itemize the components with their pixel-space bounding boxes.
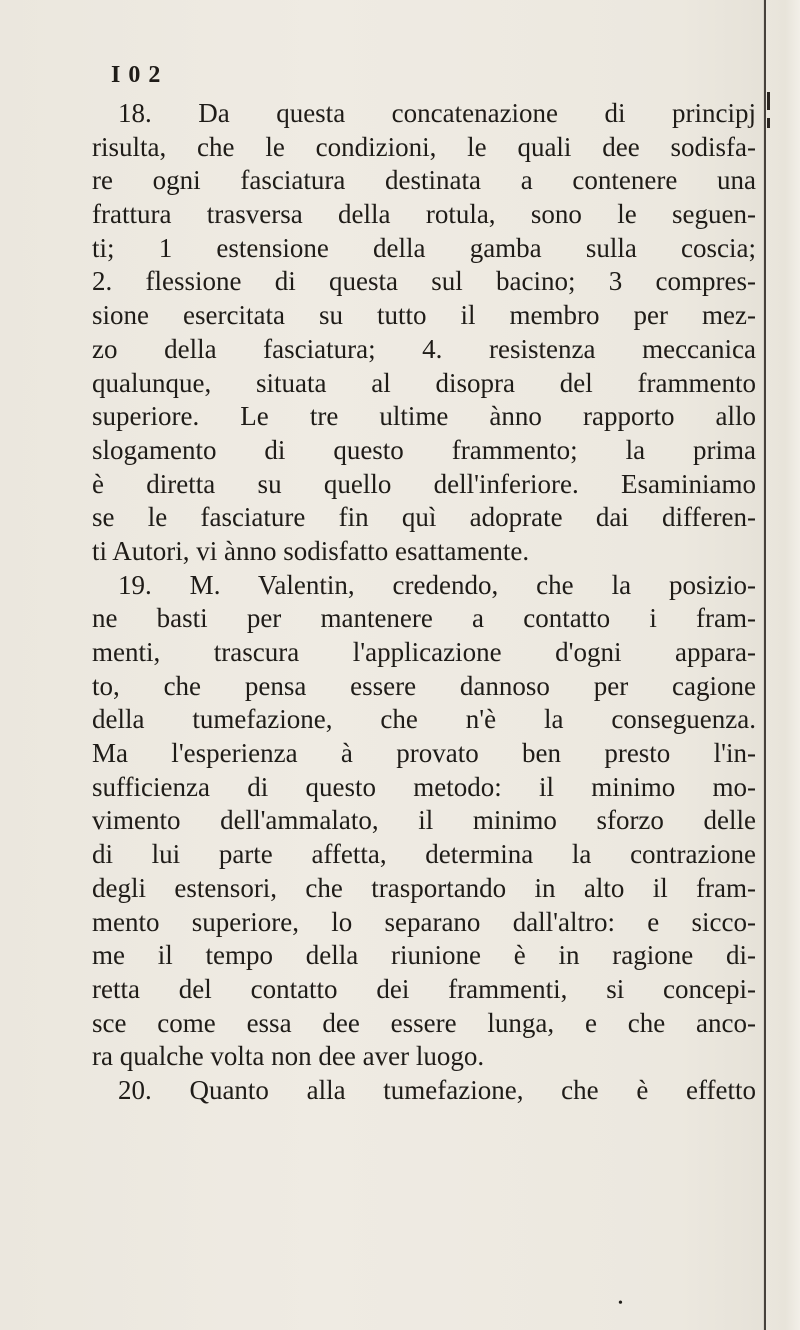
text-line: se le fasciature fin quì adoprate dai differen- [92,502,756,533]
text-line: to, che pensa essere dannoso per cagione [92,670,756,701]
page-number: I 0 2 [111,62,162,88]
text-line: 18. Da questa concatenazione di principj [118,98,756,128]
text-line: risulta, che le condizioni, le quali dee sodisfa- [92,131,756,162]
text-line: 19. M. Valentin, credendo, che la posizio- [118,569,756,600]
text-line: re ogni fasciatura destinata a contenere una [92,165,756,196]
edge-mark [767,92,770,110]
text-line: di lui parte affetta, determina la contrazione [92,839,756,870]
text-line: mento superiore, lo separano dall'altro: e sicco- [92,906,756,937]
text-line: 20. Quanto alla tumefazione, che è effetto [118,1074,756,1105]
page-binding-edge [763,0,800,1330]
text-line: qualunque, situata al disopra del frammento [92,367,756,398]
text-line: ra qualche volta non dee aver luogo. [92,1041,485,1072]
text-line: retta del contatto dei frammenti, si concepi- [92,973,756,1004]
text-line: sce come essa dee essere lunga, e che anco- [92,1007,756,1038]
body-text [92,97,756,1108]
text-line: frattura trasversa della rotula, sono le seguen- [92,199,756,230]
text-line: è diretta su quello dell'inferiore. Esaminiamo [92,468,756,499]
text-line: ti; 1 estensione della gamba sulla coscia; [92,232,756,263]
text-line: me il tempo della riunione è in ragione di- [92,940,756,971]
text-line: vimento dell'ammalato, il minimo sforzo delle [92,805,756,836]
text-line: della tumefazione, che n'è la conseguenza. [92,704,756,735]
page-edge-line [764,0,766,1330]
text-line: sufficienza di questo metodo: il minimo mo- [92,771,756,802]
edge-mark [767,118,770,128]
text-line: 2. flessione di questa sul bacino; 3 compres- [92,266,756,297]
text-line: ne basti per mantenere a contatto i fram- [92,603,756,634]
text-line: ti Autori, vi ànno sodisfatto esattamente. [92,535,530,566]
ink-speck: • [618,1296,623,1311]
text-line: slogamento di questo frammento; la prima [92,434,756,465]
text-line: zo della fasciatura; 4. resistenza meccanica [92,333,756,364]
text-line: superiore. Le tre ultime ànno rapporto allo [92,401,756,432]
text-line: degli estensori, che trasportando in alto il fram- [92,872,756,903]
text-line: menti, trascura l'applicazione d'ogni appara- [92,637,756,667]
text-line: Ma l'esperienza à provato ben presto l'in- [92,738,756,769]
text-line: sione esercitata su tutto il membro per mez- [92,300,756,331]
